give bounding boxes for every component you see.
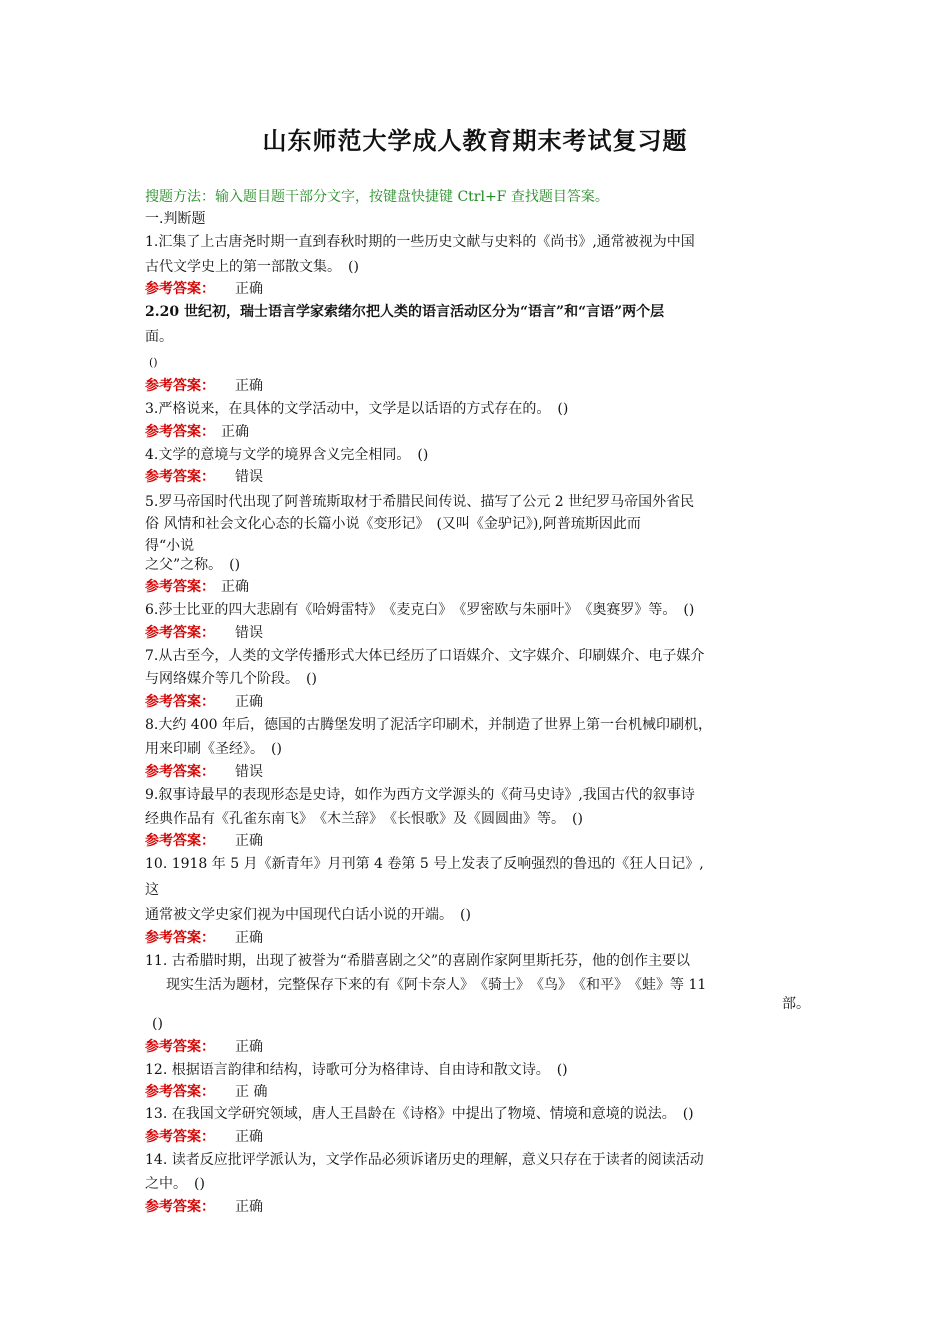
answer-value: 正确 <box>235 1199 263 1215</box>
question-line: 现实生活为题材，完整保存下来的有《阿卡奈人》 《骑士》 《鸟》 《和平》 《蛙》等 11 <box>166 977 707 993</box>
answer-row <box>145 423 249 441</box>
question-line: 10. 1918 年 5 月《新青年》月刊第 4 卷第 5 号上发表了反响强烈的鲁迅的《狂人日记》, <box>145 856 704 872</box>
answer-value: 正确 <box>235 281 263 297</box>
question-line: 通常被文学史家们视为中国现代白话小说的开端。 () <box>145 907 471 923</box>
question-line: 之中。 () <box>145 1176 205 1192</box>
answer-value: 正 确 <box>235 1084 268 1100</box>
answer-value: 正确 <box>235 1039 263 1055</box>
answer-row <box>145 280 263 298</box>
question-line: 7.从古至今，人类的文学传播形式大体已经历了口语媒介、文字媒介、印刷媒介、电子媒介 <box>145 648 705 664</box>
question-line: 部。 <box>782 996 810 1012</box>
answer-value: 错误 <box>235 764 263 780</box>
question-line: 之父”之称。 () <box>145 557 241 573</box>
question-line: 得“小说 <box>145 538 195 554</box>
answer-label: 参考答案： <box>145 625 215 641</box>
question-line: 8.大约 400 年后，德国的古腾堡发明了泥活字印刷术，并制造了世界上第一台机械印刷机， <box>145 717 712 733</box>
answer-label: 参考答案： <box>145 424 215 440</box>
answer-label: 参考答案： <box>145 764 215 780</box>
answer-row <box>145 624 263 642</box>
answer-value: 正确 <box>221 424 249 440</box>
question-line: 面。 <box>145 329 173 345</box>
question-line: 这 <box>145 882 159 898</box>
answer-row <box>145 578 249 596</box>
search-tip: 搜题方法：输入题目题干部分文字，按键盘快捷键 Ctrl+F 查找题目答案。 <box>145 189 609 205</box>
answer-label: 参考答案： <box>145 469 215 485</box>
question-line: 经典作品有《孔雀东南飞》 《木兰辞》 《长恨歌》及《圆圆曲》等。 () <box>145 811 583 827</box>
answer-value: 错误 <box>235 625 263 641</box>
question-line: 12. 根据语言韵律和结构，诗歌可分为格律诗、自由诗和散文诗。 () <box>145 1062 568 1078</box>
answer-label: 参考答案： <box>145 833 215 849</box>
answer-value: 错误 <box>235 469 263 485</box>
answer-label: 参考答案： <box>145 281 215 297</box>
answer-value: 正确 <box>235 930 263 946</box>
answer-value: 正确 <box>235 1129 263 1145</box>
answer-row <box>145 929 263 947</box>
answer-row <box>145 693 263 711</box>
question-line: 俗 风情和社会文化心态的长篇小说《变形记》 (又叫《金驴记》),阿普琉斯因此而 <box>145 516 641 532</box>
question-line: 14. 读者反应批评学派认为，文学作品必须诉诸历史的理解，意义只存在于读者的阅读活动 <box>145 1152 704 1168</box>
question-line: 9.叙事诗最早的表现形态是史诗，如作为西方文学源头的《荷马史诗》,我国古代的叙事诗 <box>145 787 695 803</box>
question-line: 13. 在我国文学研究领域，唐人王昌龄在《诗格》中提出了物境、情境和意境的说法。 () <box>145 1106 694 1122</box>
question-line: 用来印刷《圣经》。 () <box>145 741 282 757</box>
answer-row <box>145 468 263 486</box>
question-line: 1.汇集了上古唐尧时期一直到春秋时期的一些历史文献与史料的《尚书》,通常被视为中国 <box>145 234 695 250</box>
answer-row <box>145 1198 263 1216</box>
answer-row <box>145 1128 263 1146</box>
section-heading: 一.判断题 <box>145 211 206 227</box>
question-line: 6.莎士比亚的四大悲剧有《哈姆雷特》 《麦克白》 《罗密欧与朱丽叶》 《奥赛罗》等。 () <box>145 602 695 618</box>
question-line: 古代文学史上的第一部散文集。 () <box>145 259 359 275</box>
answer-value: 正确 <box>235 694 263 710</box>
answer-row <box>145 763 263 781</box>
answer-label: 参考答案： <box>145 694 215 710</box>
answer-value: 正确 <box>235 378 263 394</box>
answer-row <box>145 832 263 850</box>
answer-label: 参考答案： <box>145 378 215 394</box>
question-line: () <box>152 1016 163 1032</box>
answer-label: 参考答案： <box>145 579 215 595</box>
answer-row <box>145 377 263 395</box>
page-title: 山东师范大学成人教育期末考试复习题 <box>262 126 688 155</box>
answer-value: 正确 <box>235 833 263 849</box>
answer-label: 参考答案： <box>145 1084 215 1100</box>
question-line: 2.20 世纪初，瑞士语言学家索绪尔把人类的语言活动区分为“语言”和“言语”两个层 <box>145 304 665 320</box>
question-line: () <box>149 356 158 369</box>
answer-label: 参考答案： <box>145 1199 215 1215</box>
answer-value: 正确 <box>221 579 249 595</box>
answer-label: 参考答案： <box>145 1129 215 1145</box>
question-line: 11. 古希腊时期，出现了被誉为“希腊喜剧之父”的喜剧作家阿里斯托芬，他的创作主要以 <box>145 953 691 969</box>
question-line: 4.文学的意境与文学的境界含义完全相同。 () <box>145 447 429 463</box>
answer-row <box>145 1038 263 1056</box>
answer-label: 参考答案： <box>145 1039 215 1055</box>
question-line: 3.严格说来，在具体的文学活动中，文学是以话语的方式存在的。 () <box>145 401 569 417</box>
question-line: 5.罗马帝国时代出现了阿普琉斯取材于希腊民间传说、描写了公元 2 世纪罗马帝国外省民 <box>145 494 695 510</box>
question-line: 与网络媒介等几个阶段。 () <box>145 671 317 687</box>
answer-label: 参考答案： <box>145 930 215 946</box>
answer-row <box>145 1083 267 1101</box>
